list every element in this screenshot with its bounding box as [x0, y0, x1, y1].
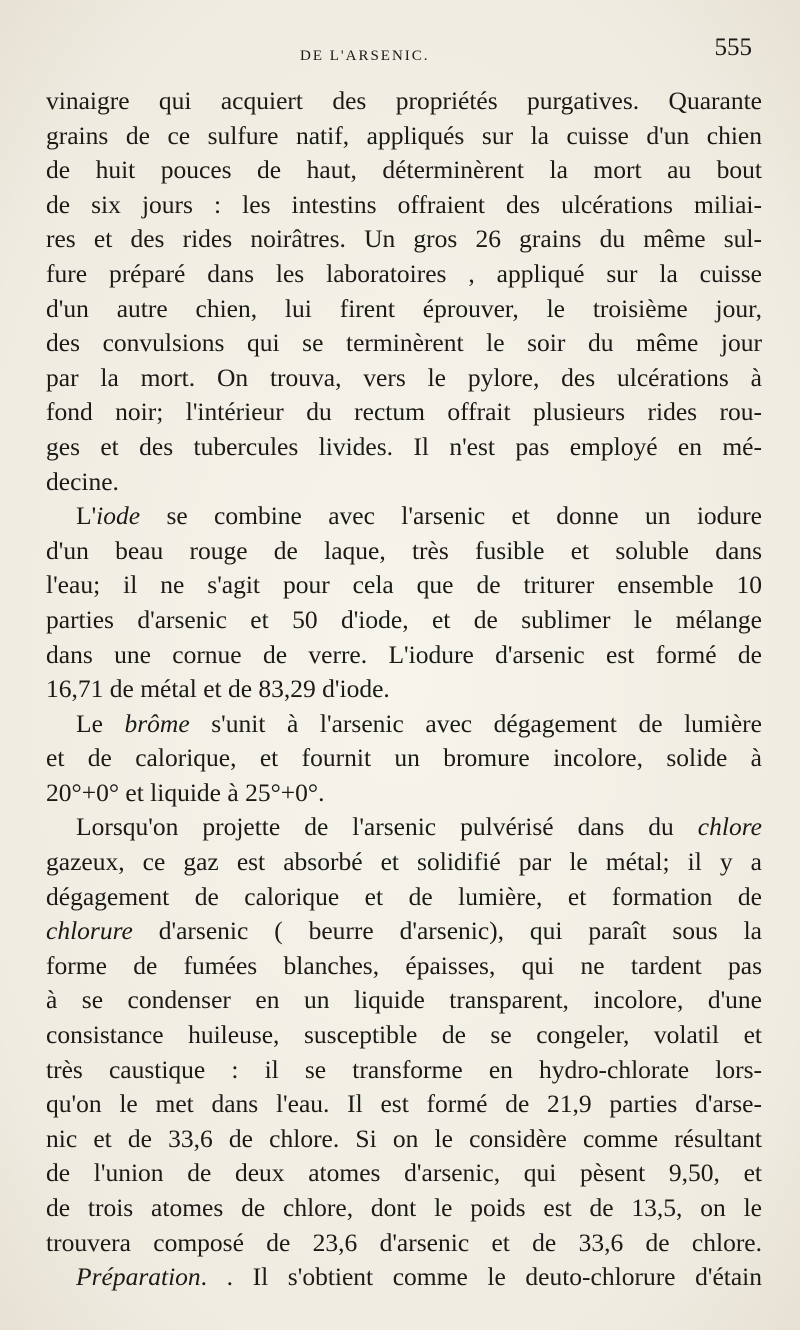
- text-segment: se combine avec l'arsenic et donne un iodure: [140, 501, 762, 531]
- text-line: [46, 983, 762, 1018]
- text-line: [46, 119, 762, 154]
- text-line: [46, 326, 762, 361]
- text-line: [46, 361, 762, 396]
- page-number: 555: [714, 34, 752, 61]
- text-segment: de l'union de deux atomes d'arsenic, qui pèsent 9,50, et: [46, 1158, 762, 1188]
- text-segment: nic et de 33,6 de chlore. Si on le considère comme résultant: [46, 1123, 762, 1153]
- text-segment: decine.: [46, 466, 119, 496]
- text-segment: Lorsqu'on projette de l'arsenic pulvérisé dans du: [76, 812, 698, 842]
- text-line: [46, 257, 762, 292]
- italic-term: brôme: [124, 708, 190, 738]
- text-segment: des convulsions qui se terminèrent le soir du même jour: [46, 328, 762, 358]
- text-segment: . . Il s'obtient comme le deuto-chlorure d'étain: [200, 1262, 762, 1292]
- text-line: [46, 153, 762, 188]
- text-line: [46, 430, 762, 465]
- text-line: [46, 222, 762, 257]
- text-line: [46, 603, 762, 638]
- text-line: [46, 395, 762, 430]
- text-line: [46, 810, 762, 845]
- text-line: [46, 568, 762, 603]
- text-segment: d'un beau rouge de laque, très fusible et soluble dans: [46, 535, 762, 565]
- text-segment: de six jours : les intestins offraient des ulcérations miliai-: [46, 189, 762, 219]
- text-segment: d'un autre chien, lui firent éprouver, le troisième jour,: [46, 293, 762, 323]
- text-segment: L': [76, 501, 97, 531]
- text-segment: qu'on le met dans l'eau. Il est formé de 21,9 parties d'arse-: [46, 1089, 762, 1119]
- text-line: [46, 741, 762, 776]
- text-line: [46, 1053, 762, 1088]
- text-line: [46, 1226, 762, 1261]
- italic-term: Préparation: [76, 1262, 201, 1292]
- text-segment: l'eau; il ne s'agit pour cela que de triturer ensemble 10: [46, 570, 762, 600]
- text-line: [46, 188, 762, 223]
- text-segment: 20°+0° et liquide à 25°+0°.: [46, 777, 325, 807]
- text-line: [46, 534, 762, 569]
- text-line: [46, 914, 762, 949]
- text-segment: parties d'arsenic et 50 d'iode, et de sublimer le mélange: [46, 604, 762, 634]
- text-segment: et de calorique, et fournit un bromure incolore, solide à: [46, 743, 762, 773]
- text-segment: gazeux, ce gaz est absorbé et solidifié par le métal; il y a: [46, 847, 762, 877]
- text-segment: très caustique : il se transforme en hydro-chlorate lors-: [46, 1054, 762, 1084]
- text-segment: trouvera composé de 23,6 d'arsenic et de 33,6 de chlore.: [46, 1227, 762, 1257]
- italic-term: chlorure: [46, 916, 133, 946]
- text-line: [46, 1122, 762, 1157]
- text-line: [46, 672, 762, 707]
- text-segment: vinaigre qui acquiert des propriétés purgatives. Quarante: [46, 86, 762, 115]
- text-segment: à se condenser en un liquide transparent, incolore, d'une: [46, 985, 762, 1015]
- text-line: [46, 1087, 762, 1122]
- text-line: [46, 1260, 762, 1295]
- text-segment: de huit pouces de haut, déterminèrent la mort au bout: [46, 155, 762, 185]
- italic-term: chlore: [697, 812, 762, 842]
- text-segment: consistance huileuse, susceptible de se congeler, volatil et: [46, 1020, 762, 1050]
- text-line: [46, 845, 762, 880]
- text-segment: ges et des tubercules livides. Il n'est pas employé en mé-: [46, 431, 762, 461]
- running-title: DE L'ARSENIC.: [300, 48, 430, 64]
- text-line: [46, 84, 762, 119]
- italic-term: iode: [96, 501, 141, 531]
- text-segment: d'arsenic ( beurre d'arsenic), qui paraît sous la: [132, 916, 762, 946]
- text-segment: fure préparé dans les laboratoires , appliqué sur la cuisse: [46, 258, 762, 288]
- text-line: [46, 1156, 762, 1191]
- text-line: [46, 292, 762, 327]
- text-line: [46, 499, 762, 534]
- text-line: [46, 1191, 762, 1226]
- text-segment: par la mort. On trouva, vers le pylore, des ulcérations à: [46, 362, 762, 392]
- text-segment: Le: [76, 708, 125, 738]
- body-text: [46, 84, 762, 1295]
- text-segment: res et des rides noirâtres. Un gros 26 grains du même sul-: [46, 224, 762, 254]
- text-line: [46, 1018, 762, 1053]
- text-segment: dégagement de calorique et de lumière, et formation de: [46, 881, 762, 911]
- text-segment: fond noir; l'intérieur du rectum offrait plusieurs rides rou-: [46, 397, 762, 427]
- text-segment: dans une cornue de verre. L'iodure d'arsenic est formé de: [46, 639, 762, 669]
- text-segment: forme de fumées blanches, épaisses, qui ne tardent pas: [46, 950, 762, 980]
- text-line: [46, 465, 762, 500]
- text-line: [46, 949, 762, 984]
- text-segment: de trois atomes de chlore, dont le poids est de 13,5, on le: [46, 1193, 762, 1222]
- text-line: [46, 880, 762, 915]
- text-segment: s'unit à l'arsenic avec dégagement de lumière: [189, 708, 762, 738]
- text-line: [46, 707, 762, 742]
- text-line: [46, 776, 762, 811]
- text-segment: grains de ce sulfure natif, appliqués sur la cuisse d'un chien: [46, 120, 762, 150]
- text-line: [46, 638, 762, 673]
- text-segment: 16,71 de métal et de 83,29 d'iode.: [46, 674, 390, 704]
